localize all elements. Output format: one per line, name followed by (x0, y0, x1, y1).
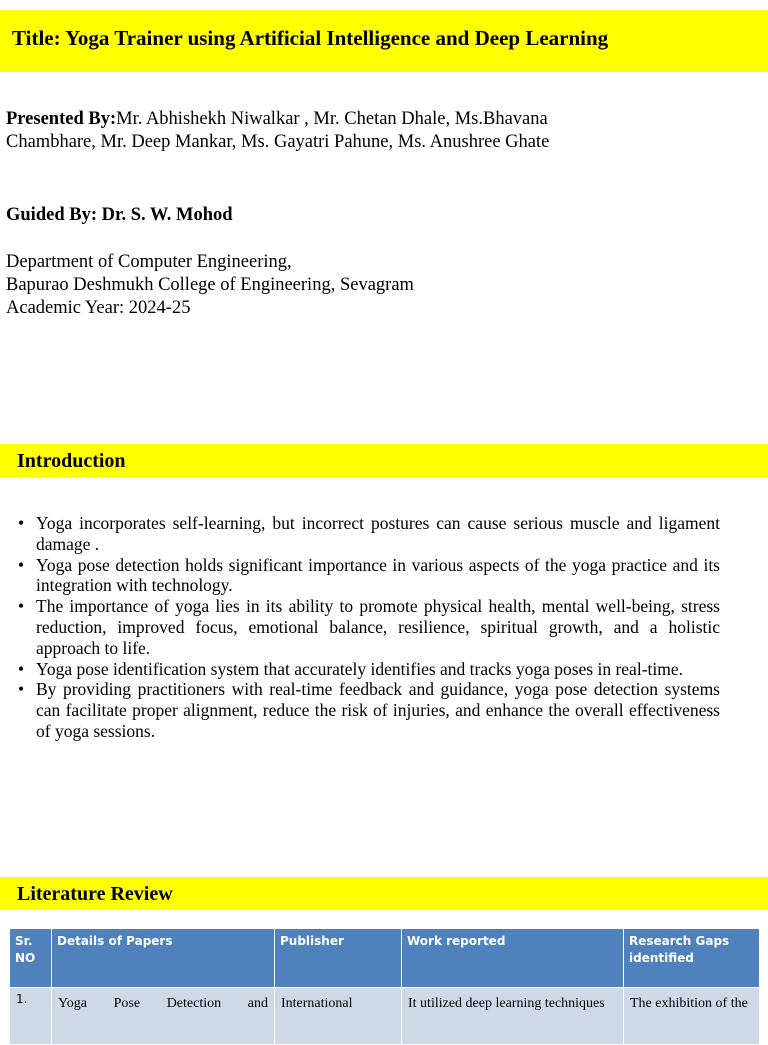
department-line: Department of Computer Engineering, (6, 252, 292, 272)
introduction-list (18, 513, 720, 742)
column-header: Publisher (275, 929, 402, 988)
presenters (6, 108, 626, 154)
presented-label: Presented By: (6, 109, 117, 129)
table-cell: International (275, 988, 402, 1045)
introduction-heading: Introduction (17, 450, 126, 472)
literature-heading: Literature Review (17, 883, 173, 905)
column-header: Research Gaps identified (624, 929, 760, 988)
table-cell: The exhibition of the (624, 988, 760, 1045)
introduction-band (0, 444, 768, 477)
literature-band (0, 877, 768, 910)
list-item: • By providing practitioners with real-time feedback and guidance, yoga pose detection systems can facilitate proper alignment, reduce the risk of injuries, and enhance the overall effectiveness of yoga sessions. (18, 679, 720, 741)
table-row (10, 988, 760, 1045)
literature-table (9, 928, 760, 1045)
column-header: Sr. NO (10, 929, 52, 988)
column-header: Work reported (402, 929, 624, 988)
table-header-row (10, 929, 760, 988)
title-band (0, 10, 768, 72)
table-cell: 1. (10, 988, 52, 1045)
list-item: • Yoga pose detection holds significant importance in various aspects of the yoga practice and its integration with technology. (18, 555, 720, 597)
page-title: Title: Yoga Trainer using Artificial Intelligence and Deep Learning (12, 26, 609, 50)
list-item: • Yoga pose identification system that accurately identifies and tracks yoga poses in real-time. (18, 659, 720, 680)
college-line: Bapurao Deshmukh College of Engineering, Sevagram (6, 275, 414, 295)
list-item: • The importance of yoga lies in its ability to promote physical health, mental well-being, stress reduction, improved focus, emotional balance, resilience, spiritual growth, and a holistic approach to life. (18, 596, 720, 658)
guide: Guided By: Dr. S. W. Mohod (6, 205, 233, 225)
academic-year: Academic Year: 2024-25 (6, 298, 191, 318)
table-cell: It utilized deep learning techniques (402, 988, 624, 1045)
column-header: Details of Papers (52, 929, 275, 988)
presenter-names: Mr. Abhishekh Niwalkar , Mr. Chetan Dhale, Ms.Bhavana Chambhare, Mr. Deep Mankar, Ms. Gayatri Pahune, Ms. Anushree Ghate (6, 109, 550, 152)
table-cell: Yoga Pose Detection and (52, 988, 275, 1045)
department-info (6, 251, 414, 320)
list-item: • Yoga incorporates self-learning, but incorrect postures can cause serious muscle and ligament damage . (18, 513, 720, 555)
